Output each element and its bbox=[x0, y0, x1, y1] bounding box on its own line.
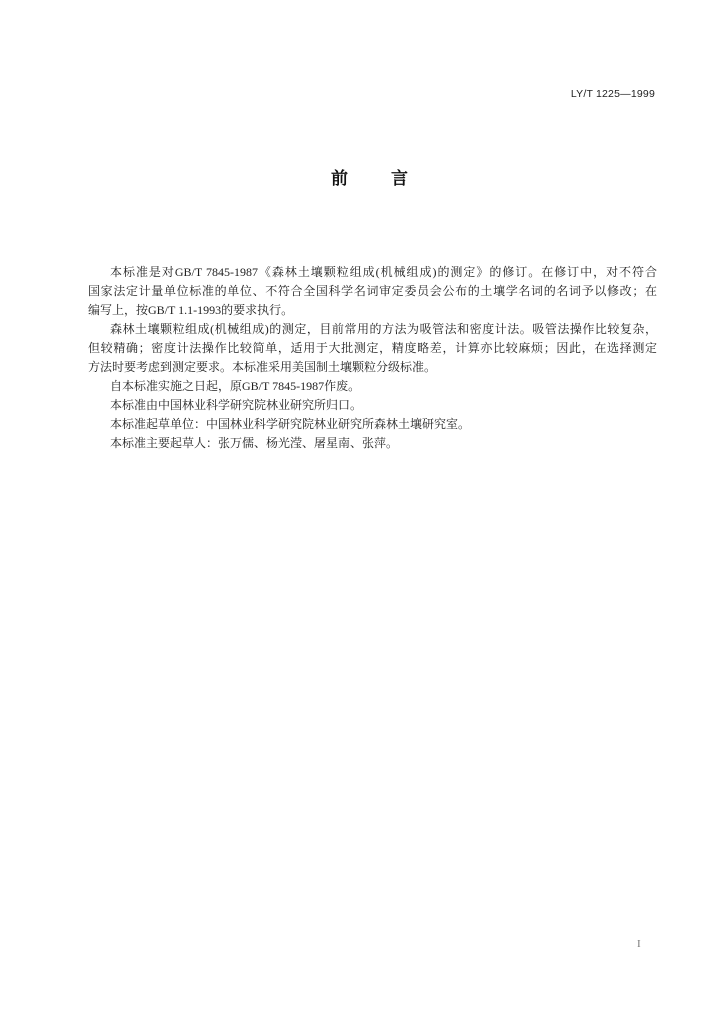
page-number: I bbox=[637, 938, 641, 950]
paragraph-line: 本标准是对GB/T 7845-1987《森林土壤颗粒组成(机械组成)的测定》的修订。在修订中，对不符合 bbox=[110, 265, 657, 279]
paragraph-line: 但较精确；密度计法操作比较简单，适用于大批测定，精度略差，计算亦比较麻烦；因此，在选择测定 bbox=[88, 341, 657, 355]
page-title: 前 言 bbox=[331, 169, 421, 189]
foreword-paragraph bbox=[88, 396, 657, 415]
paragraph-line: 森林土壤颗粒组成(机械组成)的测定，目前常用的方法为吸管法和密度计法。吸管法操作比较复杂， bbox=[110, 322, 657, 336]
foreword-paragraph bbox=[88, 377, 657, 396]
paragraph-line: 本标准起草单位：中国林业科学研究院林业研究所森林土壤研究室。 bbox=[110, 417, 471, 431]
standard-code-header: LY/T 1225—1999 bbox=[570, 88, 655, 100]
paragraph-line: 国家法定计量单位标准的单位、不符合全国科学名词审定委员会公布的土壤学名词的名词予以修改；在 bbox=[88, 284, 657, 298]
paragraph-line: 本标准主要起草人：张万儒、杨光滢、屠星南、张萍。 bbox=[110, 436, 399, 450]
foreword-body bbox=[88, 263, 657, 453]
paragraph-line: 方法时要考虑到测定要求。本标准采用美国制土壤颗粒分级标准。 bbox=[88, 360, 437, 374]
paragraph-line: 编写上，按GB/T 1.1-1993的要求执行。 bbox=[88, 303, 294, 317]
paragraph-line: 本标准由中国林业科学研究院林业研究所归口。 bbox=[110, 398, 363, 412]
foreword-paragraph bbox=[88, 415, 657, 434]
foreword-paragraph bbox=[88, 263, 657, 320]
paragraph-line: 自本标准实施之日起，原GB/T 7845-1987作废。 bbox=[110, 379, 361, 393]
foreword-paragraph bbox=[88, 320, 657, 377]
foreword-paragraph bbox=[88, 434, 657, 453]
